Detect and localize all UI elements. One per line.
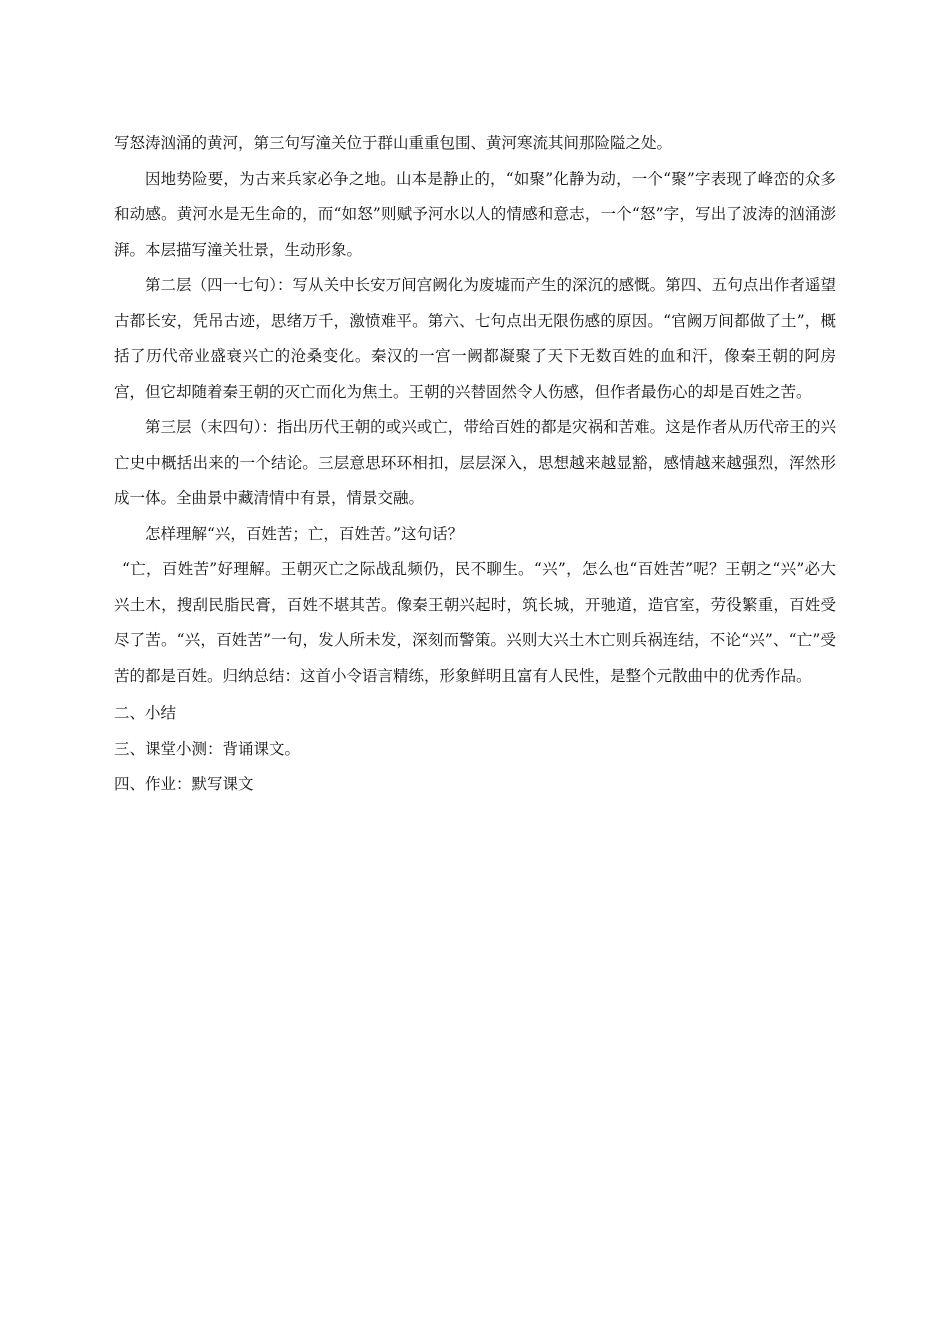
heading-classroom-test: 三、课堂小测：背诵课文。 bbox=[114, 739, 301, 758]
paragraph-layer-three: 第三层（末四句）：指出历代王朝的或兴或亡，带给百姓的都是灾祸和苦难。这是作者从历代帝王的兴亡史中概括出来的一个结论。三层意思环环相扣，层层深入，思想越来越显豁，感情越来越强烈，浑然形成一体。全曲景中藏清情中有景，情景交融。 bbox=[114, 418, 836, 507]
document-body bbox=[114, 126, 836, 803]
heading-homework: 四、作业：默写课文 bbox=[114, 775, 254, 793]
heading-summary: 二、小结 bbox=[114, 704, 177, 722]
paragraph-layer-two: 第二层（四一七句）：写从关中长安万间宫阙化为废墟而产生的深沉的感慨。第四、五句点出作者遥望古都长安，凭吊古迹，思绪万千，激愤难平。第六、七句点出无限伤感的原因。“官阙万间都做了土”，概括了历代帝业盛衰兴亡的沧桑变化。秦汉的一宫一阙都凝聚了天下无数百姓的血和汗，像秦王朝的阿房宫，但它却随着秦王朝的灭亡而化为焦土。王朝的兴替固然令人伤感，但作者最伤心的却是百姓之苦。 bbox=[114, 276, 836, 401]
paragraph-answer: “亡，百姓苦”好理解。王朝灭亡之际战乱频仍，民不聊生。“兴”，怎么也“百姓苦”呢？王朝之“兴”必大兴土木，搜刮民脂民膏，百姓不堪其苦。像秦王朝兴起时，筑长城，开驰道，造官室，劳役繁重，百姓受尽了苦。“兴，百姓苦”一句，发人所未发，深刻而警策。兴则大兴土木亡则兵祸连结，不论“兴”、“亡”受苦的都是百姓。归纳总结：这首小令语言精练，形象鲜明且富有人民性，是整个元散曲中的优秀作品。 bbox=[114, 560, 836, 685]
paragraph-layer-one-analysis: 因地势险要，为古来兵家必争之地。山本是静止的，“如聚”化静为动，一个“聚”字表现了峰峦的众多和动感。黄河水是无生命的，而“如怒”则赋予河水以人的情感和意志，一个“怒”字，写出了波涛的汹涌澎湃。本层描写潼关壮景，生动形象。 bbox=[114, 169, 836, 259]
paragraph-continuation: 写怒涛汹涌的黄河，第三句写潼关位于群山重重包围、黄河寒流其间那险隘之处。 bbox=[114, 134, 673, 152]
paragraph-question: 怎样理解“兴，百姓苦；亡，百姓苦。”这句话？ bbox=[145, 524, 464, 543]
